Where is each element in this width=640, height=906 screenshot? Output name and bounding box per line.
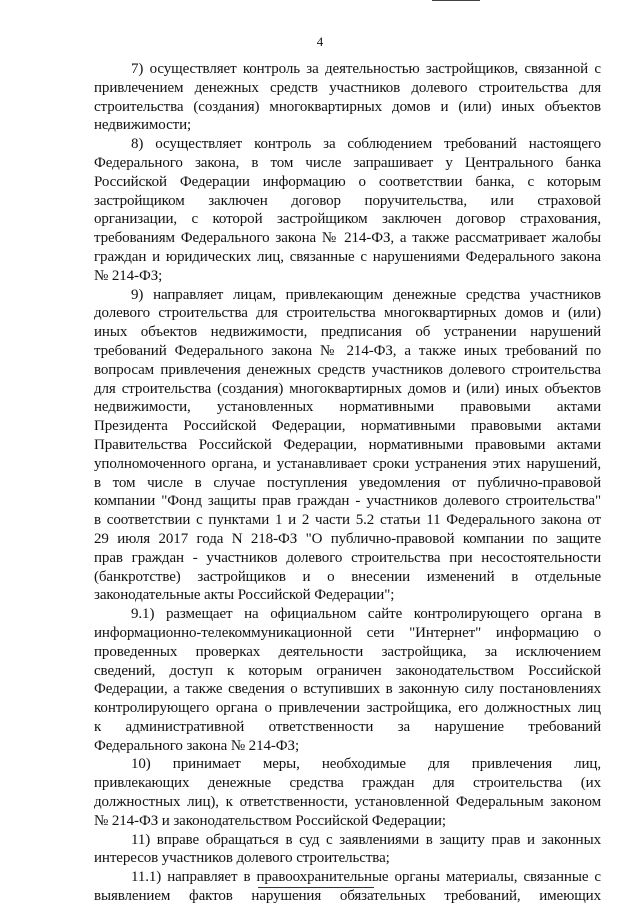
text-line: уполномоченного органа, и устанавливает сроки устранения этих нарушений, bbox=[94, 455, 601, 472]
text-line: к административной ответственности за нарушение требований bbox=[94, 718, 601, 735]
text-line: прав граждан - участников долевого строительства при несостоятельности bbox=[94, 549, 601, 566]
text-line: застройщиком заключен договор поручительства, или страховой bbox=[94, 192, 601, 209]
text-line: 11) вправе обращаться в суд с заявлениями в защиту прав и законных bbox=[131, 831, 601, 848]
text-line: строительства (создания) многоквартирных домов и (или) иных объектов bbox=[94, 98, 601, 115]
text-line: законодательные акты Российской Федерации"; bbox=[94, 587, 395, 604]
page-number: 4 bbox=[316, 34, 324, 49]
text-line: информационно-телекоммуникационной сети "Интернет" информацию о bbox=[94, 624, 601, 641]
paragraph bbox=[94, 135, 601, 285]
text-line: иных объектов недвижимости, предписания об устранении нарушений bbox=[94, 324, 601, 341]
text-line: интересов участников долевого строительства; bbox=[94, 850, 390, 867]
paragraph bbox=[94, 831, 601, 869]
top-rule bbox=[432, 0, 480, 1]
text-line: № 214-ФЗ; bbox=[94, 267, 163, 284]
text-line: Российской Федерации информацию о соответствии банка, с которым bbox=[94, 173, 601, 190]
text-line: требованиям Федерального закона № 214-ФЗ, а также рассматривает жалобы bbox=[94, 230, 601, 247]
paragraph bbox=[94, 286, 601, 606]
text-line: (банкротстве) застройщиков и о внесении изменений в отдельные bbox=[94, 568, 601, 585]
text-line: граждан и юридических лиц, связанные с нарушениями Федерального закона bbox=[94, 248, 601, 265]
text-line: Правительства Российской Федерации, нормативными правовыми актами bbox=[94, 436, 601, 453]
text-line: 29 июля 2017 года N 218-ФЗ "О публично-правовой компании по защите bbox=[94, 530, 601, 547]
text-line: должностных лиц), к ответственности, установленной Федеральным законом bbox=[94, 794, 601, 811]
text-line: проведенных проверках деятельности застройщика, за исключением bbox=[94, 643, 601, 660]
text-line: контролирующего органа о привлечении застройщика, его должностных лиц bbox=[94, 700, 601, 717]
text-line: требований Федерального закона № 214-ФЗ, а также иных требований по bbox=[94, 342, 601, 359]
text-line: 11.1) направляет в правоохранительные органы материалы, связанные с bbox=[131, 869, 601, 886]
text-line: сведений, доступ к которым ограничен законодательством Российской bbox=[94, 662, 601, 679]
text-line: вопросам привлечения денежных средств участников долевого строительства bbox=[94, 361, 601, 378]
text-line: в соответствии с пунктами 1 и 2 части 5.2 статьи 11 Федерального закона от bbox=[94, 512, 601, 529]
text-line: Федерации, а также сведения о вступивших в законную силу постановлениях bbox=[94, 681, 601, 698]
text-line: в том числе в случае поступления уведомления от публично-правовой bbox=[94, 474, 601, 491]
text-line: Президента Российской Федерации, нормативными правовыми актами bbox=[94, 418, 601, 435]
text-line: 9.1) размещает на официальном сайте контролирующего органа в bbox=[131, 606, 601, 623]
text-line: для строительства (создания) многоквартирных домов и (или) иных объектов bbox=[94, 380, 601, 397]
text-line: организации, с которой застройщиком заключен договор страхования, bbox=[94, 211, 601, 228]
text-line: привлекающих денежные средства граждан для строительства (их bbox=[94, 775, 601, 792]
text-line: долевого строительства для строительства многоквартирных домов и (или) bbox=[94, 305, 601, 322]
text-line: 10) принимает меры, необходимые для привлечения лиц, bbox=[131, 756, 601, 773]
text-line: 8) осуществляет контроль за соблюдением требований настоящего bbox=[131, 136, 601, 153]
text-line: недвижимости, установленных нормативными правовыми актами bbox=[94, 399, 601, 416]
paragraph bbox=[94, 60, 601, 135]
text-line: № 214-ФЗ и законодательством Российской Федерации; bbox=[94, 812, 446, 829]
text-line: Федерального закона, в том числе запрашивает у Центрального банка bbox=[94, 154, 601, 171]
paragraph bbox=[94, 755, 601, 830]
bottom-rule bbox=[258, 887, 374, 888]
text-line: Федерального закона № 214-ФЗ; bbox=[94, 737, 300, 754]
text-line: недвижимости; bbox=[94, 117, 192, 134]
document-body bbox=[94, 60, 601, 906]
text-line: 7) осуществляет контроль за деятельностью застройщиков, связанной с bbox=[131, 61, 601, 77]
text-line: 9) направляет лицам, привлекающим денежные средства участников bbox=[131, 286, 601, 303]
text-line: привлечением денежных средств участников долевого строительства для bbox=[94, 79, 601, 96]
text-line: компании "Фонд защиты прав граждан - участников долевого строительства" bbox=[94, 493, 601, 510]
text-line: выявлением фактов нарушения обязательных требований, имеющих bbox=[94, 888, 601, 905]
paragraph bbox=[94, 605, 601, 755]
